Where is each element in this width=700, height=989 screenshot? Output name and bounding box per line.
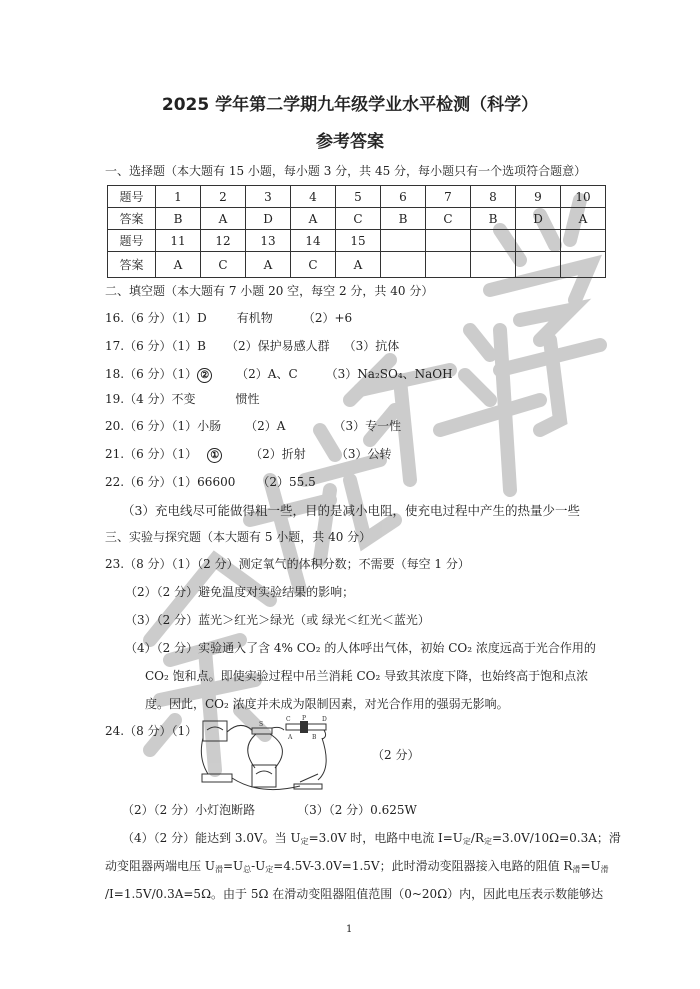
table-cell: C: [336, 208, 381, 230]
table-cell: A: [156, 252, 201, 278]
table-row: [108, 252, 606, 278]
table-cell: A: [561, 208, 606, 230]
answer-24-1-score: （2 分）: [372, 748, 420, 762]
answer-part: 22.（6 分）（1）66600: [105, 475, 236, 489]
answer-20: [105, 418, 401, 434]
answer-24-1: 24.（8 分）（1）: [105, 724, 198, 738]
answer-part: （2）A: [245, 419, 286, 433]
row-label: 答案: [108, 252, 156, 278]
answer-part: （3）公转: [335, 447, 392, 461]
answer-part: （2）+6: [302, 311, 353, 325]
table-cell: A: [246, 252, 291, 278]
diagram-label: B: [312, 734, 317, 740]
answer-17: [105, 338, 399, 354]
answer-23-4-cont: 度。因此，CO₂ 浓度并未成为限制因素，对光合作用的强弱无影响。: [145, 697, 509, 711]
rheostat-icon: [284, 715, 334, 740]
answer-16: [105, 310, 352, 326]
row-label: 答案: [108, 208, 156, 230]
answer-part: 有机物: [236, 311, 273, 325]
table-cell: D: [516, 208, 561, 230]
table-cell: 14: [291, 230, 336, 252]
answer-part: 19.（4 分）不变: [105, 392, 196, 406]
section1-heading: 一、选择题（本大题有 15 小题，每小题 3 分，共 45 分，每小题只有一个选项符合题意）: [105, 164, 587, 178]
table-cell: [561, 230, 606, 252]
table-cell: 13: [246, 230, 291, 252]
table-cell: 1: [156, 186, 201, 208]
table-cell: 15: [336, 230, 381, 252]
table-cell: A: [336, 252, 381, 278]
answer-part: 惯性: [235, 392, 260, 406]
page-number: 1: [346, 924, 353, 935]
answer-24-4-cont: /I=1.5V/0.3A=5Ω。由于 5Ω 在滑动变阻器阻值范围（0~20Ω）内，因此电压表示数能够达: [105, 887, 604, 901]
answer-21: [105, 446, 391, 463]
table-cell: 6: [381, 186, 426, 208]
answer-23-4-cont: CO₂ 饱和点。即使实验过程中吊兰消耗 CO₂ 导致其浓度下降，也始终高于饱和点浓: [145, 669, 589, 683]
table-cell: B: [156, 208, 201, 230]
table-cell: C: [201, 252, 246, 278]
table-cell: 12: [201, 230, 246, 252]
answer-part: （2）A、C: [236, 367, 298, 381]
section2-heading: 二、填空题（本大题有 7 小题 20 空，每空 2 分，共 40 分）: [105, 284, 434, 298]
table-cell: [471, 230, 516, 252]
answer-part: 18.（6 分）（1）: [105, 367, 198, 381]
table-cell: 9: [516, 186, 561, 208]
table-cell: D: [246, 208, 291, 230]
table-cell: [516, 230, 561, 252]
table-row: [108, 230, 606, 252]
table-cell: C: [426, 208, 471, 230]
table-cell: A: [291, 208, 336, 230]
diagram-label: A: [288, 734, 293, 740]
voltmeter-icon: [252, 765, 276, 787]
answer-24-4-cont: 动变阻器两端电压 $U_滑=U_总-U_定=4.5V-3.0V=1.5V$；此时滑动变阻器接入电路的阻值 $R_滑=U_滑$: [105, 859, 609, 874]
table-cell: 8: [471, 186, 516, 208]
answer-22-3: （3）充电线尽可能做得粗一些，目的是减小电阻，使充电过程中产生的热量少一些: [122, 503, 580, 518]
circled-answer: ①: [207, 448, 222, 463]
table-cell: 10: [561, 186, 606, 208]
answer-23-4: （4）（2 分）实验通入了含 4% CO₂ 的人体呼出气体，初始 CO₂ 浓度远高于光合作用的: [125, 641, 596, 655]
answer-part: （2）保护易感人群: [226, 339, 330, 353]
table-cell: [381, 252, 426, 278]
answer-part: 17.（6 分）（1）B: [105, 339, 206, 353]
table-cell: [381, 230, 426, 252]
answer-part: （3）（2 分）0.625W: [297, 803, 417, 817]
table-cell: B: [381, 208, 426, 230]
answer-part: （2）（2 分）小灯泡断路: [122, 803, 256, 817]
answer-23-2: （2）（2 分）避免温度对实验结果的影响；: [125, 585, 355, 599]
answer-24-2: [122, 802, 417, 818]
answer-19: [105, 391, 260, 407]
page-subtitle: 参考答案: [316, 132, 384, 152]
table-cell: B: [471, 208, 516, 230]
table-cell: 11: [156, 230, 201, 252]
battery-icon: [202, 774, 232, 782]
ammeter-icon: [203, 721, 227, 741]
answer-22: [105, 474, 316, 490]
table-cell: [426, 252, 471, 278]
answer-18: [105, 366, 453, 383]
answer-part: （3）Na₂SO₄、NaOH: [325, 367, 453, 381]
table-cell: C: [291, 252, 336, 278]
answer-part: （3）抗体: [343, 339, 400, 353]
answer-24-4: （4）（2 分）能达到 3.0V。当 $U_定=3.0V$ 时，电路中电流 $I=U_定/R_定=3.0V/10\Omega=0.3A$；滑: [122, 831, 621, 846]
answer-part: 21.（6 分）（1）: [105, 447, 198, 461]
answer-part: （3）专一性: [333, 419, 402, 433]
answer-23-3: （3）（2 分）蓝光＞红光＞绿光（或 绿光＜红光＜蓝光）: [125, 613, 430, 627]
table-cell: A: [201, 208, 246, 230]
table-cell: 5: [336, 186, 381, 208]
diagram-label: D: [322, 716, 327, 723]
lamp-icon: [252, 728, 272, 734]
section3-heading: 三、实验与探究题（本大题有 5 小题，共 40 分）: [105, 530, 372, 544]
answer-part: 20.（6 分）（1）小肠: [105, 419, 222, 433]
table-row: [108, 208, 606, 230]
page-title: 2025 学年第二学期九年级学业水平检测（科学）: [161, 95, 539, 115]
answer-part: （2）折射: [250, 447, 306, 461]
circled-answer: ②: [197, 368, 212, 383]
table-cell: [516, 252, 561, 278]
table-cell: 3: [246, 186, 291, 208]
table-cell: [471, 252, 516, 278]
diagram-label: P: [302, 715, 307, 722]
diagram-label: S: [259, 721, 264, 728]
table-cell: [561, 252, 606, 278]
answer-part: （2）55.5: [257, 475, 316, 489]
row-label: 题号: [108, 230, 156, 252]
table-cell: 4: [291, 186, 336, 208]
table-cell: 2: [201, 186, 246, 208]
answer-part: 16.（6 分）（1）D: [105, 311, 207, 325]
answer-table: [107, 185, 606, 278]
table-cell: [426, 230, 471, 252]
switch-icon: [300, 774, 318, 782]
row-label: 题号: [108, 186, 156, 208]
answer-23-1: 23.（8 分）（1）（2 分）测定氧气的体积分数；不需要（每空 1 分）: [105, 557, 470, 571]
diagram-label: C: [286, 716, 291, 723]
table-cell: 7: [426, 186, 471, 208]
table-row: [108, 186, 606, 208]
